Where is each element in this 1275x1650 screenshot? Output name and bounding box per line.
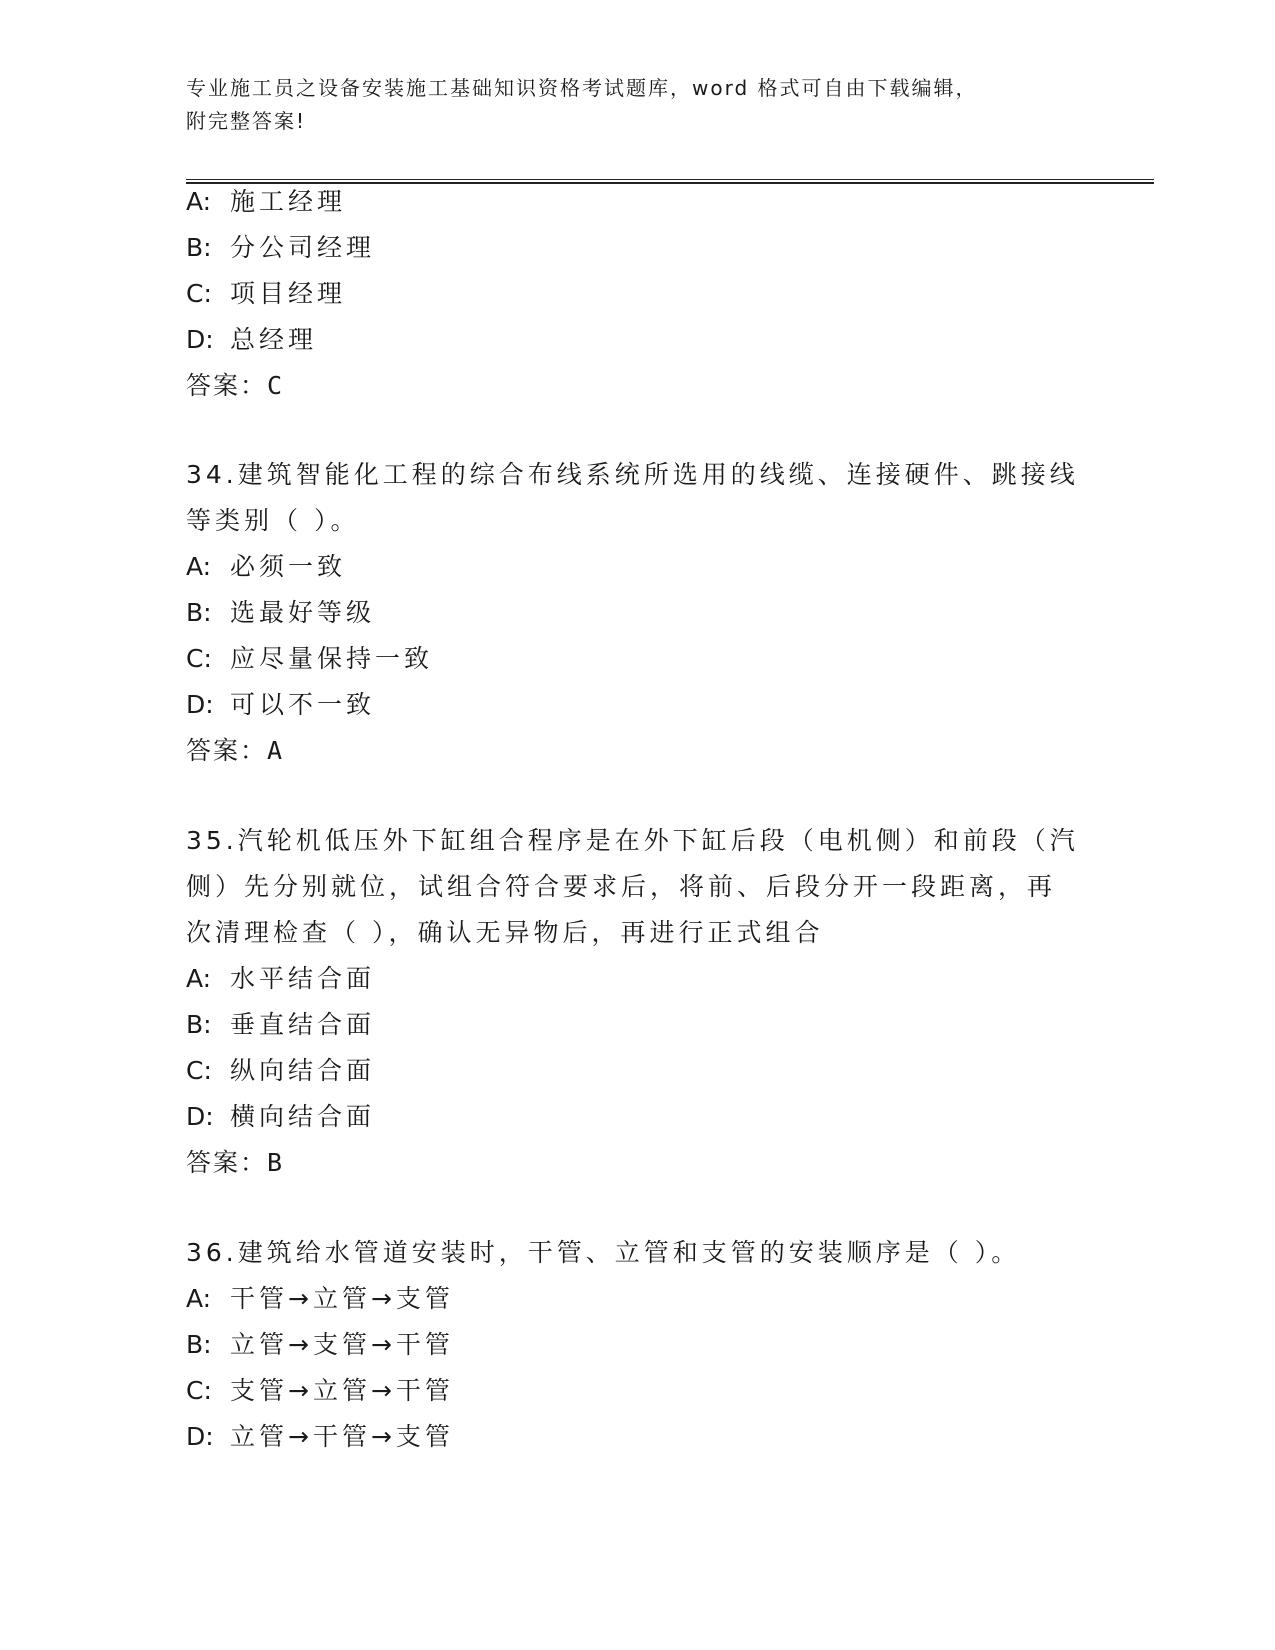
answer-line: 答案：A [186,736,283,765]
option-d: D: 可以不一致 [186,690,376,719]
option-a: A: 施工经理 [186,187,347,216]
option-b: B: 立管→支管→干管 [186,1330,454,1359]
option-c: C: 支管→立管→干管 [186,1376,454,1405]
answer-line: 答案：C [186,371,283,400]
option-c: C: 项目经理 [186,279,347,308]
question-stem-line: 34.建筑智能化工程的综合布线系统所选用的线缆、连接硬件、跳接线 [186,460,1079,489]
option-b: B: 垂直结合面 [186,1010,376,1039]
question-35 [186,818,1156,1186]
option-b: B: 分公司经理 [186,233,376,262]
option-d: D: 横向结合面 [186,1102,376,1131]
question-33 [186,179,1156,409]
option-d: D: 总经理 [186,325,318,354]
option-d: D: 立管→干管→支管 [186,1422,454,1451]
answer-line: 答案：B [186,1148,283,1177]
header-line-2: 附完整答案! [186,109,307,133]
header-line-1: 专业施工员之设备安装施工基础知识资格考试题库，word 格式可自由下载编辑， [186,76,978,100]
option-c: C: 应尽量保持一致 [186,644,434,673]
option-b: B: 选最好等级 [186,598,376,627]
option-a: A: 干管→立管→支管 [186,1284,454,1313]
option-c: C: 纵向结合面 [186,1056,376,1085]
question-stem-line: 35.汽轮机低压外下缸组合程序是在外下缸后段（电机侧）和前段（汽 [186,826,1079,855]
option-a: A: 水平结合面 [186,964,376,993]
question-stem-line: 次清理检查（ ），确认无异物后，再进行正式组合 [186,918,824,947]
question-stem-line: 侧）先分别就位，试组合符合要求后，将前、后段分开一段距离，再 [186,872,1057,901]
document-header [186,72,1156,138]
question-34 [186,452,1156,774]
option-a: A: 必须一致 [186,552,347,581]
question-stem-line: 等类别（ ）。 [186,506,360,535]
question-stem-line: 36.建筑给水管道安装时，干管、立管和支管的安装顺序是（ ）。 [186,1238,1021,1267]
question-36 [186,1230,1156,1460]
